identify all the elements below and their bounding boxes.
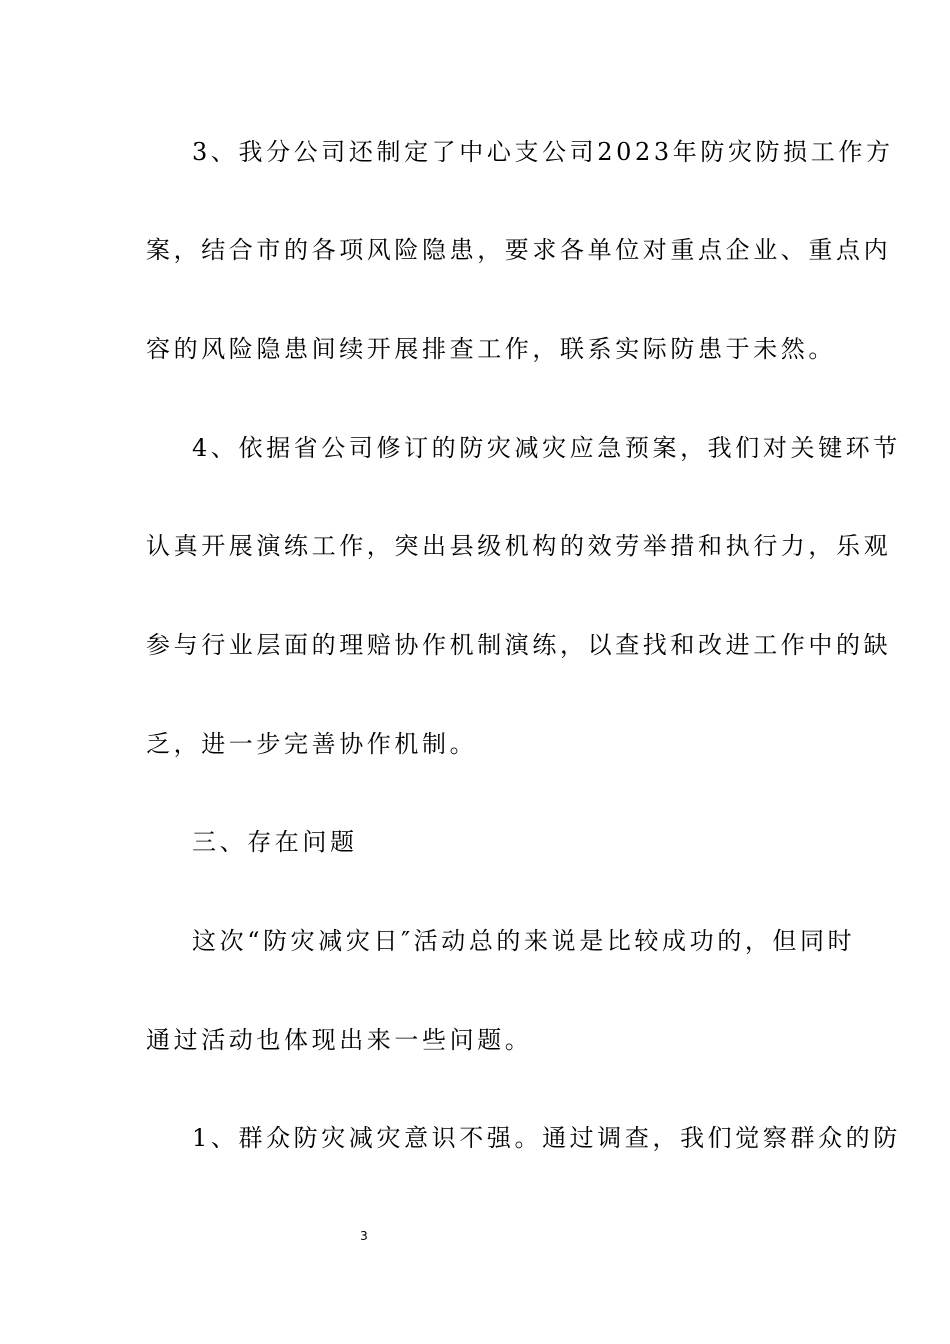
paragraph-summary-line-2: 通过活动也体现出来一些问题。 (146, 1026, 533, 1054)
paragraph-issue-1-line-1: 1、群众防灾减灾意识不强。通过调查，我们觉察群众的防 (192, 1124, 901, 1152)
paragraph-3-line-2: 案，结合市的各项风险隐患，要求各单位对重点企业、重点内 (146, 236, 892, 264)
paragraph-3-line-3: 容的风险隐患间续开展排查工作，联系实际防患于未然。 (146, 335, 836, 363)
page-number: 3 (360, 1229, 368, 1243)
paragraph-3-line-1: 3、我分公司还制定了中心支公司2023年防灾防损工作方 (192, 138, 894, 166)
paragraph-4-line-1: 4、依据省公司修订的防灾减灾应急预案，我们对关键环节 (192, 434, 901, 462)
paragraph-4-line-4: 乏，进一步完善协作机制。 (146, 730, 478, 758)
section-heading: 三、存在问题 (192, 828, 358, 856)
paragraph-4-line-3: 参与行业层面的理赔协作机制演练，以查找和改进工作中的缺 (146, 631, 892, 659)
paragraph-4-line-2: 认真开展演练工作，突出县级机构的效劳举措和执行力，乐观 (146, 532, 892, 560)
paragraph-summary-line-1: 这次“防灾减灾日″活动总的来说是比较成功的，但同时 (192, 927, 856, 955)
